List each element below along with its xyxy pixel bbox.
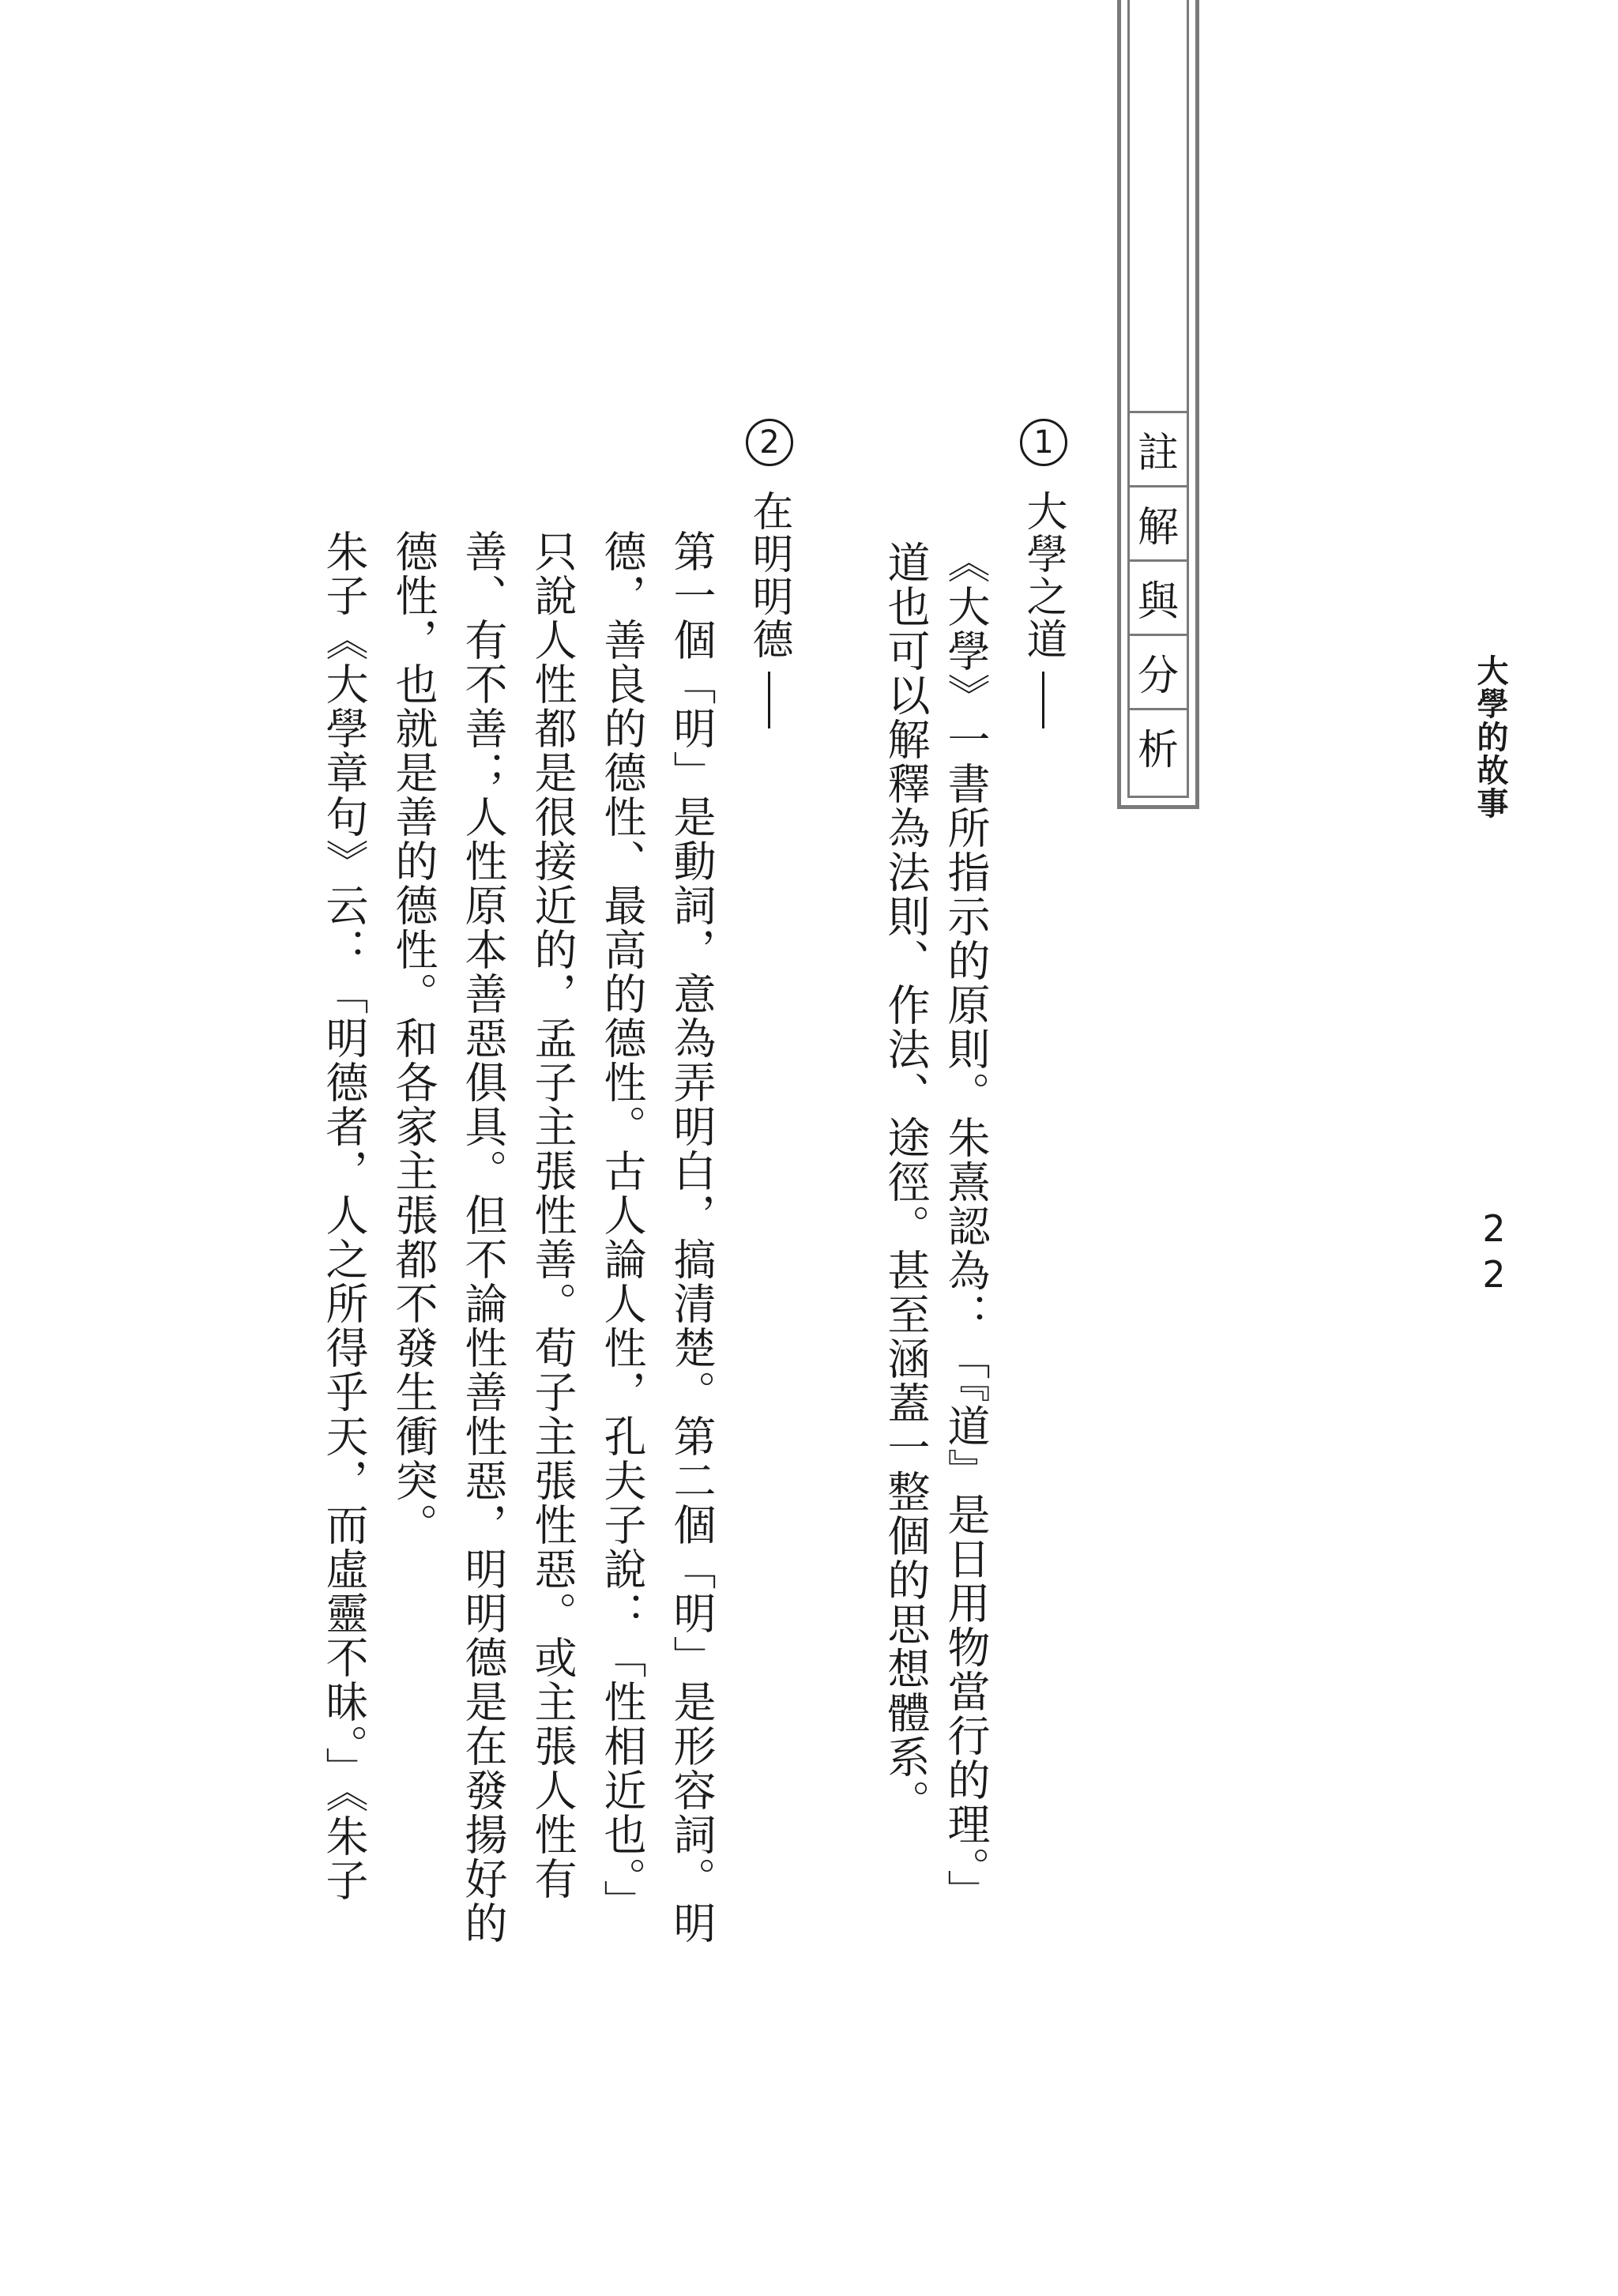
note-heading: 大學之道 <box>1019 490 1067 661</box>
section-box <box>1117 0 1199 809</box>
section-title <box>1130 411 1191 782</box>
section-title-char: 析 <box>1130 708 1187 782</box>
note-body-line: 道也可以解釋為法則、作法、途徑。甚至涵蓋一整個的思想體系。 <box>881 540 931 1824</box>
note-body-line: 《大學》一書所指示的原則。朱熹認為：「『道』是日用物當行的理。」 <box>941 540 991 1914</box>
note-body-line: 德，善良的德性、最高的德性。古人論人性，孔夫子說：「性相近也。」 <box>597 529 647 1924</box>
note-heading: 在明明德 <box>745 490 792 661</box>
note-body-line: 善、有不善；人性原本善惡俱具。但不論性善性惡，明明德是在發揚好的 <box>458 529 508 1945</box>
section-title-char: 解 <box>1130 485 1187 559</box>
note-body-line: 第一個「明」是動詞，意為弄明白，搞清楚。第二個「明」是形容詞。明 <box>667 529 717 1945</box>
note-marker: 1 <box>1020 419 1067 466</box>
page-number: 22 <box>1473 1207 1515 1299</box>
section-title-char: 註 <box>1130 411 1187 485</box>
note-body-line: 德性，也就是善的德性。和各家主張都不發生衝突。 <box>389 529 438 1547</box>
section-title-char: 分 <box>1130 634 1187 708</box>
heading-dash <box>1042 672 1044 728</box>
heading-dash <box>768 672 770 728</box>
section-box-inner <box>1127 0 1189 798</box>
note-marker: 2 <box>746 419 793 466</box>
section-title-char: 與 <box>1130 559 1187 634</box>
note-body-line: 朱子《大學章句》云：「明德者，人之所得乎天，而虛靈不昧。」《朱子 <box>319 529 369 1903</box>
note-body-line: 只說人性都是很接近的，孟子主張性善。荀子主張性惡。或主張人性有 <box>528 529 578 1901</box>
running-head: 大學的故事 <box>1472 654 1508 820</box>
